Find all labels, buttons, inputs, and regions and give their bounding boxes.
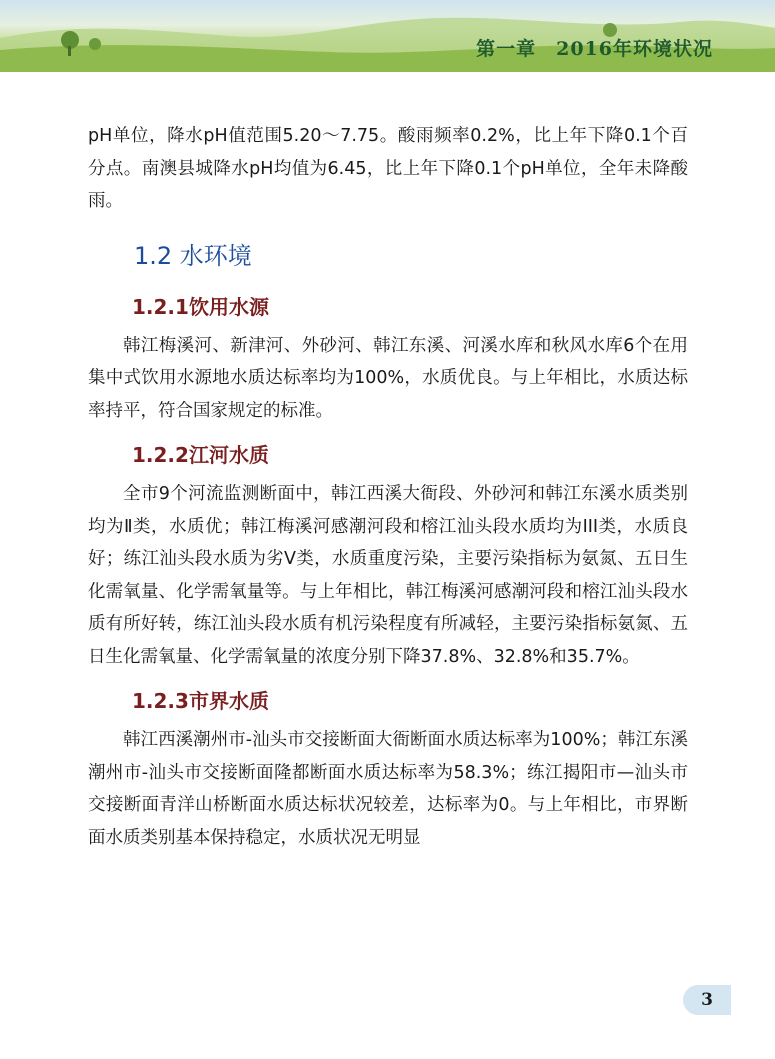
- page-content: [88, 120, 688, 854]
- paragraph-drinking-water: 韩江梅溪河、新津河、外砂河、韩江东溪、河溪水库和秋风水库6个在用集中式饮用水源地水质达标率均为100%，水质优良。与上年相比，水质达标率持平，符合国家规定的标准。: [88, 335, 688, 421]
- page-number: 3: [683, 985, 731, 1015]
- subsection-heading-river-quality: 1.2.2江河水质: [132, 443, 269, 467]
- section-heading-water-environment: 1.2 水环境: [134, 241, 252, 270]
- subsection-heading-drinking-water: 1.2.1饮用水源: [132, 294, 269, 319]
- paragraph-river-quality: 全市9个河流监测断面中，韩江西溪大衙段、外砂河和韩江东溪水质类别均为Ⅱ类，水质优；韩江梅溪河感潮河段和榕江汕头段水质均为III类，水质良好；练江汕头段水质为劣Ⅴ类，水质重度污染，主要污染指标为氨氮、五日生化需氧量、化学需氧量等。与上年相比，韩江梅溪河感潮河段和榕江汕头段水质有所好转，练江汕头段水质有机污染程度有所减轻，主要污染指标氨氮、五日生化需氧量、化学需氧量的浓度分别下降37.8%、32.8%和35.7%。: [88, 484, 688, 667]
- subsection-heading-boundary-quality: 1.2.3市界水质: [132, 689, 269, 713]
- header-banner: [0, 0, 775, 72]
- chapter-title: 第一章 2016年环境状况: [476, 38, 713, 60]
- paragraph-acid-rain: pH单位，降水pH值范围5.20～7.75。酸雨频率0.2%，比上年下降0.1个百分点。南澳县城降水pH均值为6.45，比上年下降0.1个pH单位，全年未降酸雨。: [88, 126, 688, 211]
- paragraph-boundary-quality: 韩江西溪潮州市-汕头市交接断面大衙断面水质达标率为100%；韩江东溪潮州市-汕头市交接断面隆都断面水质达标率为58.3%；练江揭阳市—汕头市交接断面青洋山桥断面水质达标状况较差，达标率为0。与上年相比，市界断面水质类别基本保持稳定，水质状况无明显: [88, 730, 688, 848]
